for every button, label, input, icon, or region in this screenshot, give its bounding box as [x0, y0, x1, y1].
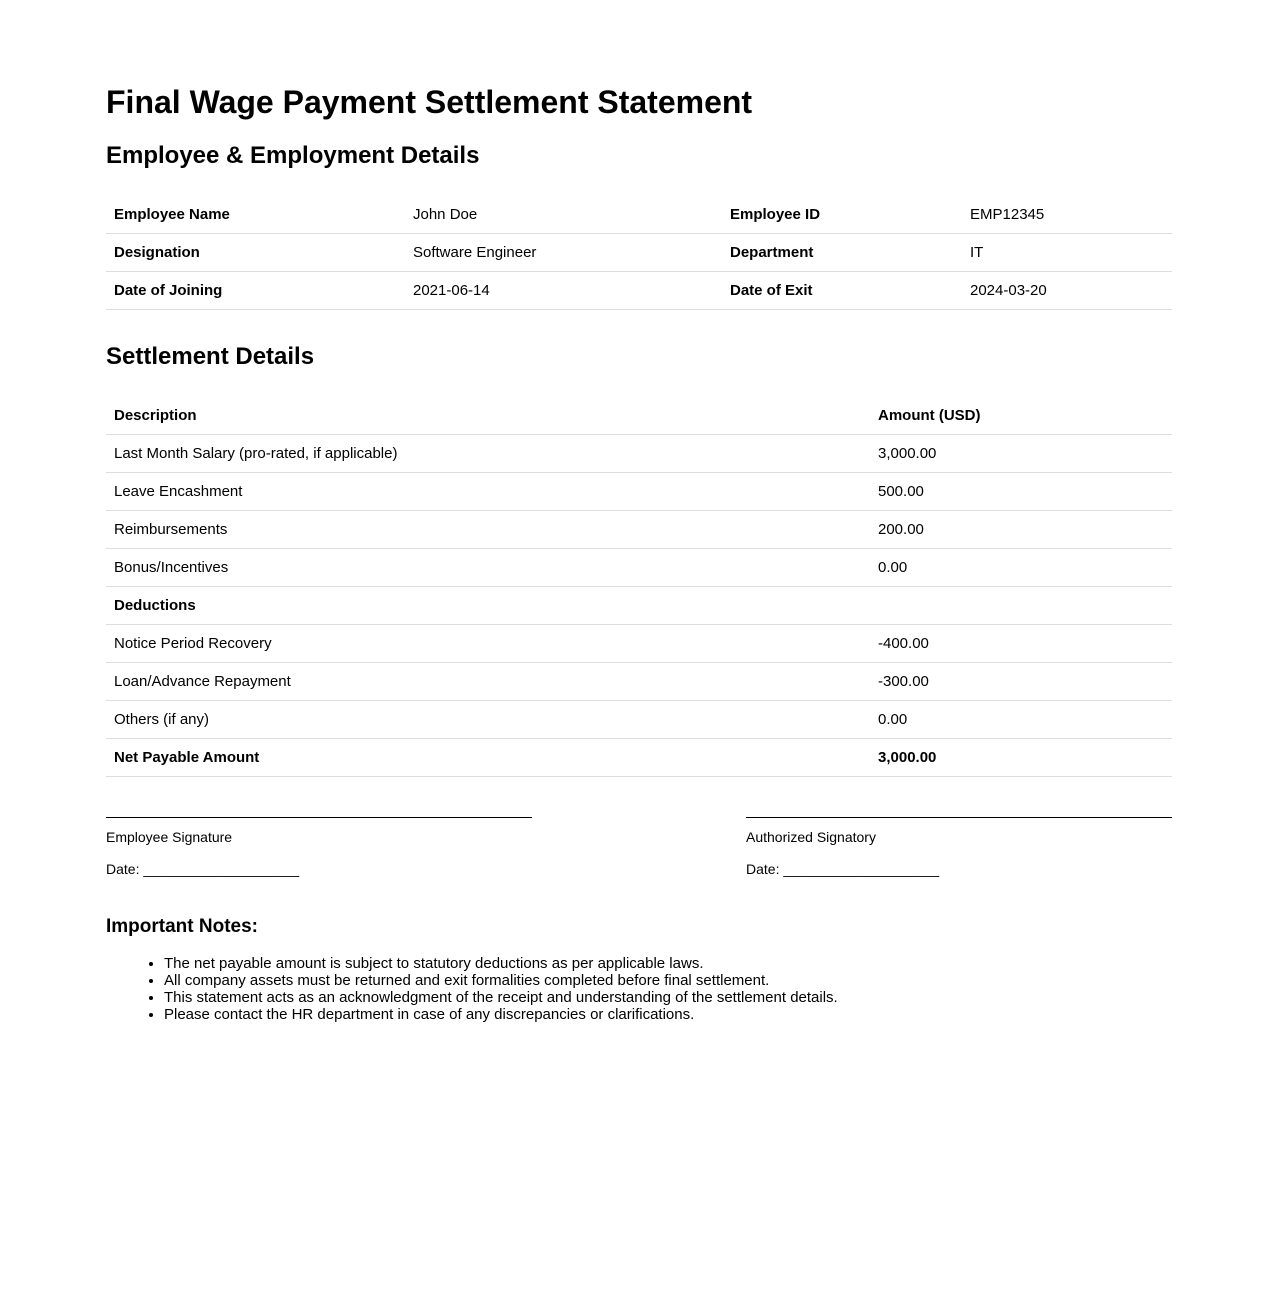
- date-of-joining-value: 2021-06-14: [405, 272, 722, 310]
- row-description: Loan/Advance Repayment: [106, 663, 870, 701]
- employee-signature-date: Date: ____________________: [106, 861, 300, 877]
- authorized-signatory-label: Authorized Signatory: [746, 829, 876, 845]
- notes-list: [106, 955, 1172, 1023]
- table-row: [106, 663, 1172, 701]
- row-description: Others (if any): [106, 701, 870, 739]
- table-row: [106, 511, 1172, 549]
- settlement-details-table: [106, 397, 1172, 777]
- document-title: Final Wage Payment Settlement Statement: [106, 84, 753, 120]
- table-header-row: [106, 397, 1172, 435]
- table-row: [106, 549, 1172, 587]
- row-amount: -300.00: [870, 663, 1172, 701]
- signature-section: [106, 817, 1172, 877]
- date-of-joining-label: Date of Joining: [106, 272, 405, 310]
- department-label: Department: [722, 234, 962, 272]
- row-amount: [870, 587, 1172, 625]
- department-value: IT: [962, 234, 1172, 272]
- table-row: [106, 272, 1172, 310]
- employee-signature-block: [106, 817, 532, 877]
- table-row: [106, 435, 1172, 473]
- net-payable-amount: 3,000.00: [870, 739, 1172, 777]
- table-row: [106, 196, 1172, 234]
- table-row: [106, 625, 1172, 663]
- row-description: Reimbursements: [106, 511, 870, 549]
- table-row: [106, 701, 1172, 739]
- description-column-header: Description: [106, 397, 870, 435]
- employee-id-label: Employee ID: [722, 196, 962, 234]
- employee-id-value: EMP12345: [962, 196, 1172, 234]
- row-amount: -400.00: [870, 625, 1172, 663]
- table-row: [106, 473, 1172, 511]
- note-item: • Please contact the HR department in case of any discrepancies or clarifications.: [164, 1006, 1172, 1023]
- authorized-signature-date: Date: ____________________: [746, 861, 940, 877]
- note-item: • The net payable amount is subject to statutory deductions as per applicable laws.: [164, 955, 1172, 972]
- note-item: • This statement acts as an acknowledgment of the receipt and understanding of the settlement details.: [164, 989, 1172, 1006]
- deductions-subheader: Deductions: [106, 587, 870, 625]
- employee-signature-line: [106, 817, 532, 818]
- employee-section-heading: Employee & Employment Details: [106, 142, 480, 169]
- date-of-exit-value: 2024-03-20: [962, 272, 1172, 310]
- designation-value: Software Engineer: [405, 234, 722, 272]
- row-amount: 200.00: [870, 511, 1172, 549]
- row-description: Leave Encashment: [106, 473, 870, 511]
- row-description: Last Month Salary (pro-rated, if applicable): [106, 435, 870, 473]
- designation-label: Designation: [106, 234, 405, 272]
- employee-name-value: John Doe: [405, 196, 722, 234]
- row-amount: 0.00: [870, 701, 1172, 739]
- row-description: Bonus/Incentives: [106, 549, 870, 587]
- row-amount: 500.00: [870, 473, 1172, 511]
- deductions-subheader-row: [106, 587, 1172, 625]
- amount-column-header: Amount (USD): [870, 397, 1172, 435]
- authorized-signature-line: [746, 817, 1172, 818]
- employee-signature-label: Employee Signature: [106, 829, 233, 845]
- note-item: • All company assets must be returned and exit formalities completed before final settlement.: [164, 972, 1172, 989]
- net-payable-label: Net Payable Amount: [106, 739, 870, 777]
- date-of-exit-label: Date of Exit: [722, 272, 962, 310]
- table-row: [106, 234, 1172, 272]
- row-description: Notice Period Recovery: [106, 625, 870, 663]
- statement-page: [106, 0, 1172, 1023]
- row-amount: 0.00: [870, 549, 1172, 587]
- settlement-section-heading: Settlement Details: [106, 343, 315, 370]
- row-amount: 3,000.00: [870, 435, 1172, 473]
- net-payable-row: [106, 739, 1172, 777]
- employee-name-label: Employee Name: [106, 196, 405, 234]
- employee-details-table: [106, 196, 1172, 310]
- authorized-signature-block: [746, 817, 1172, 877]
- notes-title: Important Notes:: [106, 916, 258, 937]
